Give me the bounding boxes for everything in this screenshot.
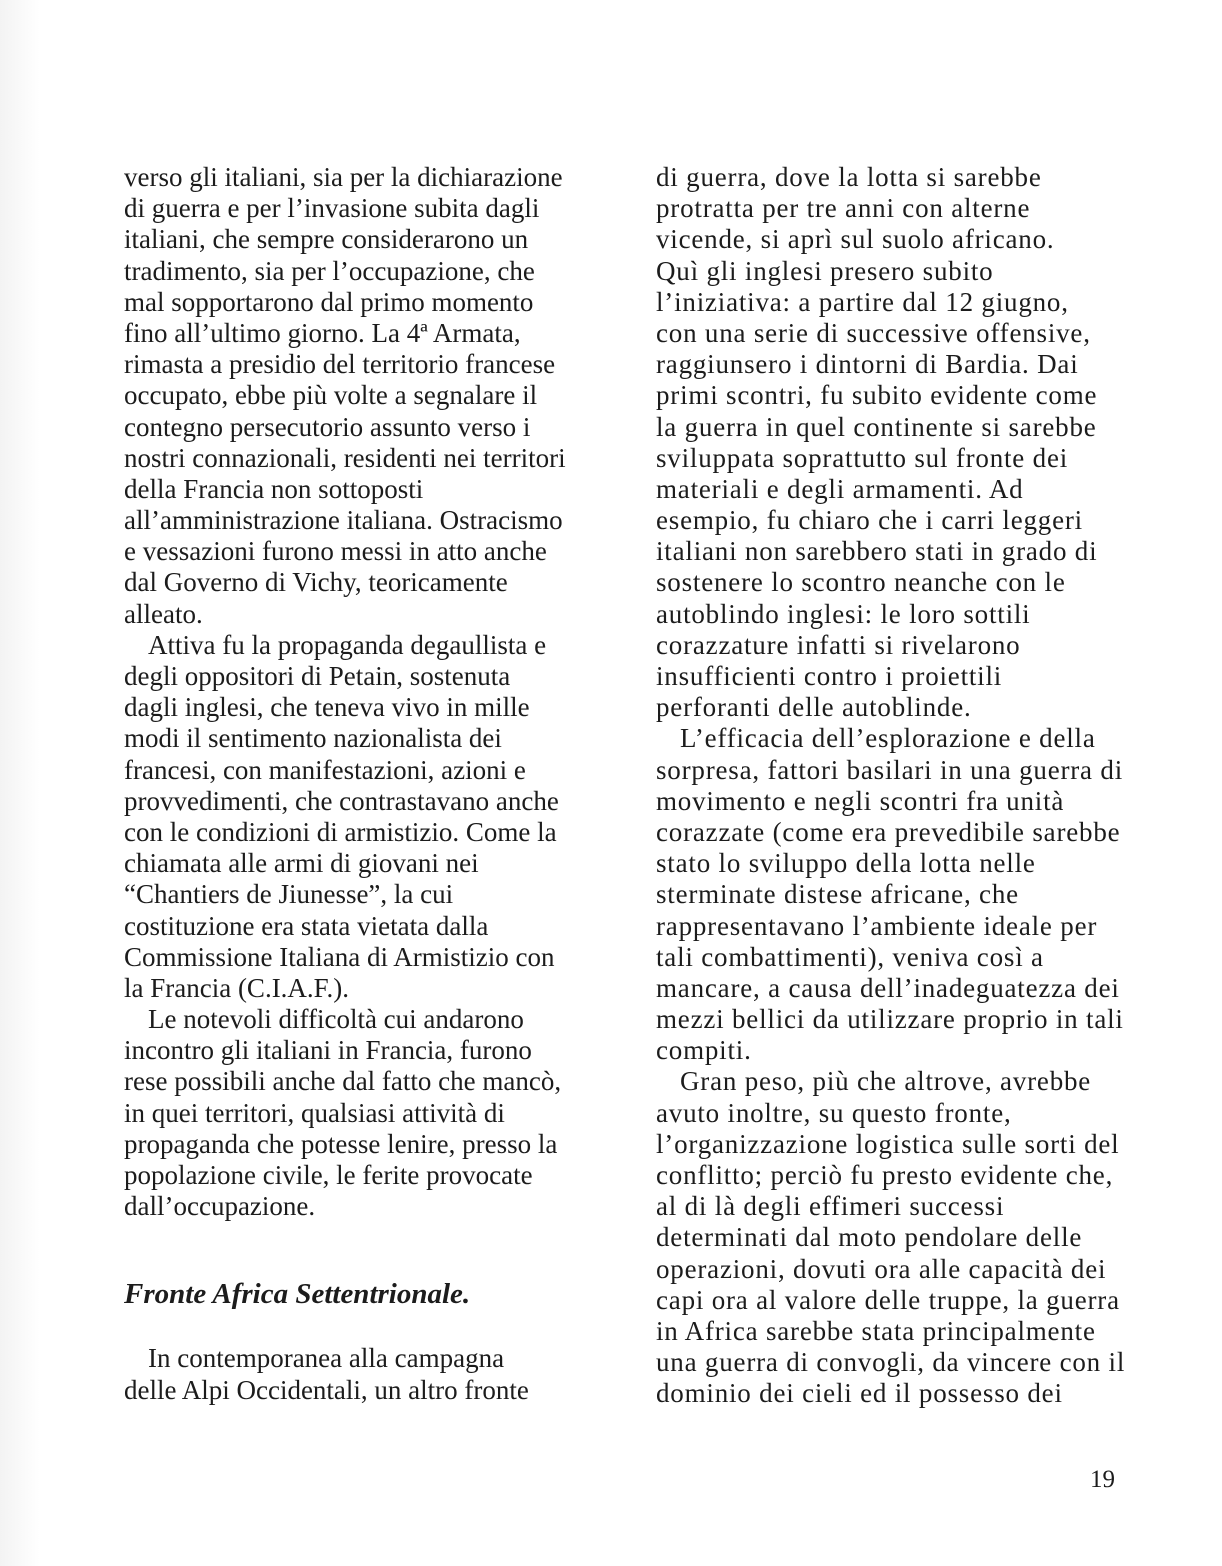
text-line: dominio dei cieli ed il possesso dei bbox=[656, 1378, 1063, 1409]
text-line: modi il sentimento nazionalista dei bbox=[124, 723, 502, 754]
text-line: avuto inoltre, su questo fronte, bbox=[656, 1097, 1012, 1128]
text-line: determinati dal moto pendolare delle bbox=[656, 1222, 1083, 1253]
text-line: propaganda che potesse lenire, presso la bbox=[124, 1128, 558, 1159]
text-line: di guerra, dove la lotta si sarebbe bbox=[656, 162, 1042, 192]
section-heading: Fronte Africa Settentrionale. bbox=[124, 1278, 471, 1311]
text-line: dall’occupazione. bbox=[124, 1191, 316, 1222]
text-line: al di là degli effimeri successi bbox=[656, 1191, 1005, 1222]
text-line: di guerra e per l’invasione subita dagli bbox=[124, 193, 540, 224]
text-line: italiani, che sempre considerarono un bbox=[124, 224, 529, 255]
text-line: una guerra di convogli, da vincere con il bbox=[656, 1347, 1126, 1378]
paragraph bbox=[124, 162, 604, 630]
text-line: rese possibili anche dal fatto che mancò, bbox=[124, 1066, 562, 1097]
text-line: conflitto; perciò fu presto evidente che, bbox=[656, 1160, 1114, 1190]
text-line: Attiva fu la propaganda degaullista e bbox=[148, 629, 547, 660]
spacer bbox=[124, 1311, 604, 1343]
text-line: italiani non sarebbero stati in grado di bbox=[656, 536, 1098, 567]
text-line: l’iniziativa: a partire dal 12 giugno, bbox=[656, 286, 1069, 317]
text-line: mancare, a causa dell’inadeguatezza dei bbox=[656, 972, 1120, 1003]
text-line: occupato, ebbe più volte a segnalare il bbox=[124, 380, 538, 411]
text-line: raggiunsero i dintorni di Bardia. Dai bbox=[656, 349, 1079, 380]
paragraph bbox=[124, 1004, 604, 1222]
text-line: fino all’ultimo giorno. La 4ª Armata, bbox=[124, 317, 521, 348]
text-line: l’organizzazione logistica sulle sorti del bbox=[656, 1128, 1120, 1159]
text-line: della Francia non sottoposti bbox=[124, 473, 424, 504]
text-line: corazzate (come era prevedibile sarebbe bbox=[656, 816, 1121, 847]
text-line: all’amministrazione italiana. Ostracismo bbox=[124, 505, 563, 536]
text-line: compiti. bbox=[656, 1035, 752, 1066]
right-column bbox=[656, 162, 1136, 1410]
text-line: sostenere lo scontro neanche con le bbox=[656, 567, 1066, 598]
text-line: operazioni, dovuti ora alle capacità dei bbox=[656, 1253, 1107, 1284]
text-line: alleato. bbox=[124, 598, 203, 629]
text-line: perforanti delle autoblinde. bbox=[656, 692, 972, 723]
text-line: in quei territori, qualsiasi attività di bbox=[124, 1097, 505, 1128]
text-line: dal Governo di Vichy, teoricamente bbox=[124, 567, 508, 598]
text-line: Quì gli inglesi presero subito bbox=[656, 255, 994, 286]
text-line: dagli inglesi, che teneva vivo in mille bbox=[124, 692, 530, 723]
text-line: francesi, con manifestazioni, azioni e bbox=[124, 754, 526, 785]
text-line: tradimento, sia per l’occupazione, che bbox=[124, 255, 535, 286]
text-line: Le notevoli difficoltà cui andarono bbox=[148, 1004, 524, 1035]
paragraph bbox=[124, 630, 604, 1004]
page-edge-shadow bbox=[0, 0, 40, 1566]
paragraph bbox=[656, 723, 1136, 1066]
text-line: e vessazioni furono messi in atto anche bbox=[124, 536, 547, 567]
paragraph bbox=[124, 1343, 604, 1405]
text-line: Commissione Italiana di Armistizio con bbox=[124, 941, 555, 972]
text-line: delle Alpi Occidentali, un altro fronte bbox=[124, 1374, 529, 1405]
paragraph bbox=[656, 162, 1136, 723]
paragraph bbox=[656, 1066, 1136, 1409]
text-line: sterminate distese africane, che bbox=[656, 879, 1019, 910]
text-line: corazzature infatti si rivelarono bbox=[656, 629, 1021, 660]
text-line: verso gli italiani, sia per la dichiarazione bbox=[124, 162, 563, 192]
spacer bbox=[124, 1222, 604, 1277]
text-line: in Africa sarebbe stata principalmente bbox=[656, 1315, 1096, 1346]
text-line: materiali e degli armamenti. Ad bbox=[656, 473, 1024, 504]
text-line: la guerra in quel continente si sarebbe bbox=[656, 411, 1097, 442]
text-line: autoblindo inglesi: le loro sottili bbox=[656, 598, 1031, 629]
text-line: nostri connazionali, residenti nei territori bbox=[124, 442, 566, 473]
text-line: rimasta a presidio del territorio francese bbox=[124, 349, 556, 380]
text-line: incontro gli italiani in Francia, furono bbox=[124, 1035, 532, 1066]
text-line: movimento e negli scontri fra unità bbox=[656, 785, 1065, 816]
text-line: capi ora al valore delle truppe, la guerra bbox=[656, 1284, 1120, 1315]
text-line: insufficienti contro i proiettili bbox=[656, 661, 1003, 691]
text-line: rappresentavano l’ambiente ideale per bbox=[656, 910, 1098, 941]
text-line: Gran peso, più che altrove, avrebbe bbox=[680, 1066, 1092, 1097]
text-line: protratta per tre anni con alterne bbox=[656, 193, 1031, 224]
text-line: contegno persecutorio assunto verso i bbox=[124, 411, 531, 442]
text-line: “Chantiers de Jiunesse”, la cui bbox=[124, 879, 454, 910]
text-line: con una serie di successive offensive, bbox=[656, 317, 1091, 348]
text-line: sorpresa, fattori basilari in una guerra di bbox=[656, 754, 1123, 785]
page-number: 19 bbox=[1090, 1466, 1115, 1493]
text-line: con le condizioni di armistizio. Come la bbox=[124, 816, 557, 847]
text-line: degli oppositori di Petain, sostenuta bbox=[124, 661, 511, 691]
text-line: la Francia (C.I.A.F.). bbox=[124, 972, 350, 1003]
text-line: mal sopportarono dal primo momento bbox=[124, 286, 534, 317]
text-line: In contemporanea alla campagna bbox=[148, 1343, 505, 1374]
text-line: vicende, si aprì sul suolo africano. bbox=[656, 224, 1055, 255]
text-line: stato lo sviluppo della lotta nelle bbox=[656, 848, 1036, 879]
text-line: esempio, fu chiaro che i carri leggeri bbox=[656, 505, 1083, 536]
text-line: costituzione era stata vietata dalla bbox=[124, 910, 489, 941]
text-line: tali combattimenti), veniva così a bbox=[656, 941, 1044, 972]
text-line: mezzi bellici da utilizzare proprio in tali bbox=[656, 1004, 1124, 1035]
left-column bbox=[124, 162, 604, 1406]
text-line: L’efficacia dell’esplorazione e della bbox=[680, 723, 1096, 754]
text-line: sviluppata soprattutto sul fronte dei bbox=[656, 442, 1069, 473]
text-line: provvedimenti, che contrastavano anche bbox=[124, 785, 559, 816]
text-line: chiamata alle armi di giovani nei bbox=[124, 848, 479, 879]
text-line: popolazione civile, le ferite provocate bbox=[124, 1160, 533, 1190]
text-line: primi scontri, fu subito evidente come bbox=[656, 380, 1098, 411]
